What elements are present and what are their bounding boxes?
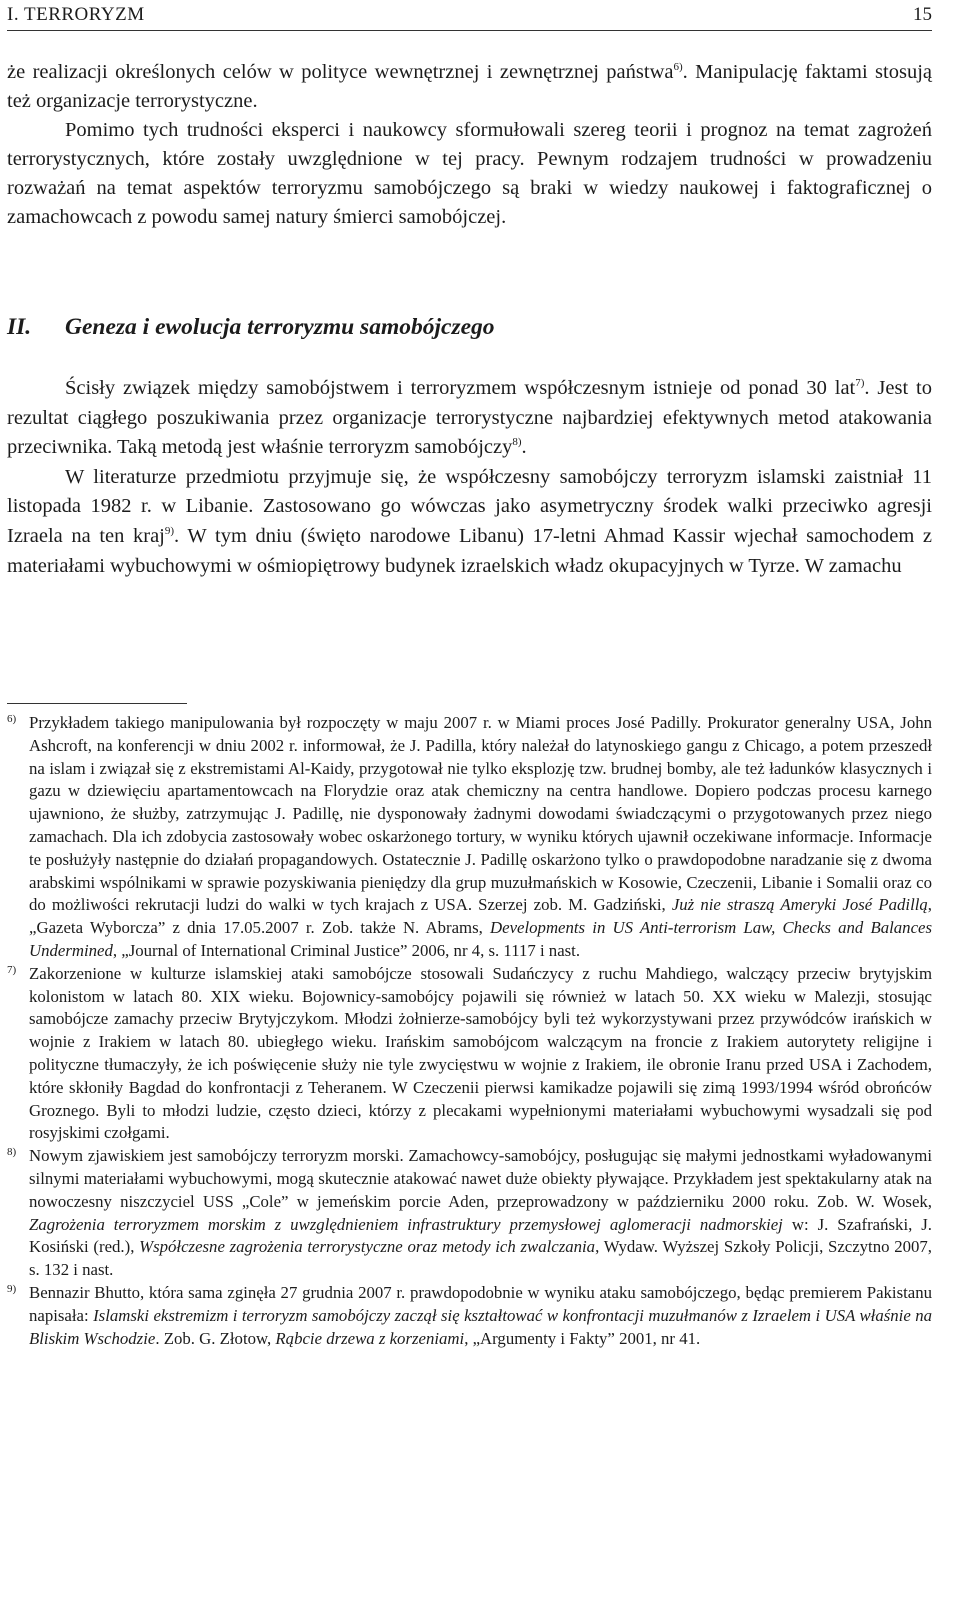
footnote-8: 8) Nowym zjawiskiem jest samobójczy terroryzm morski. Zamachowcy-samobójcy, posługując się małymi jednostkami wyładowanymi silnymi materiałami wybuchowymi, mogą skutecznie atakować nawet duże obiekty pływające. Przykładem jest spektakularny atak na nowoczesny niszczyciel USS „Cole” w jemeńskim porcie Aden, przeprowadzony w październiku 2000 roku. Zob. W. Wosek, Zagrożenia terroryzmem morskim z uwzględnieniem infrastruktury przemysłowej aglomeracji nadmorskiej w: J. Szafrański, J. Kosiński (red.), Współczesne zagrożenia terrorystyczne oraz metody ich zwalczania, Wydaw. Wyższej Szkoły Policji, Szczytno 2007, s. 132 i nast. — [7, 1146, 933, 1280]
footnote-mark: 7) — [7, 963, 17, 976]
footnote-mark: 9) — [7, 1282, 17, 1295]
footnote-9: 9) Bennazir Bhutto, która sama zginęła 27 grudnia 2007 r. prawdopodobnie w wyniku ataku samobójczego, będąc premierem Pakistanu napisała: Islamski ekstremizm i terroryzm samobójczy zaczął się kształtować w konfrontacji muzułmanów z Izraelem i USA właśnie na Bliskim Wschodzie. Zob. G. Złotow, Rąbcie drzewa z korzeniami, „Argumenty i Fakty” 2001, nr 41. — [7, 1282, 932, 1348]
page-number: 15 — [913, 4, 932, 25]
footnote-divider — [7, 703, 187, 704]
section-number: II. — [7, 314, 32, 340]
section-body — [7, 374, 932, 581]
footnote-ref[interactable]: 7) — [855, 377, 865, 390]
footnote-6: 6) Przykładem takiego manipulowania był rozpoczęty w maju 2007 r. w Miami proces José Padilly. Prokurator generalny USA, John Ashcroft, na konferencji w dniu 2002 r. informował, że J. Padilla, który należał do latynoskiego gangu z Chicago, a potem przeszedł na islam i związał się z ekstremistami Al-Kaidy, przygotował nie tylko eksplozję tzw. brudnej bomby, ale też ładunków klasycznych i gazu w dziewięciu apartamentowcach na Florydzie oraz atak chemiczny na centra handlowe. Dopiero podczas procesu karnego ujawniono, że służby, zatrzymując J. Padillę, nie dysponowały żadnymi dowodami świadczącymi o przygotowanych przez niego zamachach. Dla ich zdobycia zastosowały wobec oskarżonego tortury, w wyniku których ujawnił oczekiwane informacje. Informacje te posłużyły następnie do działań propagandowych. Ostatecznie J. Padillę oskarżono tylko o prawdopodobne naradzanie się z dwoma arabskimi wspólnikami w sprawie pozyskiwania pieniędzy dla grup muzułmańskich w Kosowie, Czeczenii, Libanie i Somalii oraz co do możliwości rekrutacji ludzi do walki w tych krajach z USA. Szerzej zob. M. Gadziński, Już nie straszą Ameryki José Padillą, „Gazeta Wyborcza” z dnia 17.05.2007 r. Zob. także N. Abrams, Developments in US Anti-terrorism Law, Checks and Balances Undermined, „Journal of International Criminal Justice” 2006, nr 4, s. 1117 i nast. — [7, 713, 933, 960]
footnote-mark: 6) — [7, 713, 17, 725]
intro-text — [7, 58, 932, 232]
footnote-ref[interactable]: 8) — [512, 436, 522, 449]
running-header — [7, 2, 932, 31]
footnotes — [7, 712, 932, 1350]
chapter-title: I. TERRORYZM — [7, 4, 145, 25]
section-heading — [7, 314, 495, 341]
footnote-ref[interactable]: 9) — [164, 525, 175, 538]
paragraph: Ścisły związek między samobójstwem i terroryzmem współczesnym istnieje od ponad 30 lat$^{7)}$. Jest to rezultat ciągłego poszukiwania przez organizacje terrorystyczne najbardziej efektywnych metod atakowania przeciwnika. Taką metodą jest właśnie terroryzm samobójczy$^{8)}$. — [7, 377, 932, 459]
footnote-7: 7) Zakorzenione w kulturze islamskiej ataki samobójcze stosowali Sudańczycy z ruchu Mahdiego, walczący przeciw brytyjskim kolonistom w latach 80. XIX wieku. Bojownicy-samobójcy pojawili się również w latach 50. XX wieku w Malezji, stosując samobójcze zamachy przeciw Brytyjczykom. Młodzi żołnierze-samobójcy byli też wykorzystywani przez przywódców irańskich w wojnie z Irakiem w latach 80. ubiegłego wieku. Irańskim samobójcom walczącym na froncie z Irakiem autorytety religijne i polityczne tłumaczyły, że ich poświęcenie służy nie tyle zwycięstwu w wojnie z Irakiem, ile obronie Iranu przed USA i Zachodem, które skłoniły Bagdad do konfrontacji z Teheranem. W Czeczenii pierwsi kamikadze pojawili się zimą 1993/1994 wśród obrońców Groznego. Byli to młodzi ludzie, często dzieci, którzy z plecakami wypełnionymi materiałami wybuchowymi wysadzali się pod rosyjskimi czołgami. — [7, 963, 932, 1143]
section-title: Geneza i ewolucja terroryzmu samobójczego — [65, 314, 495, 340]
paragraph: W literaturze przedmiotu przyjmuje się, że współczesny samobójczy terroryzm islamski zaistniał 11 listopada 1982 r. w Libanie. Zastosowano go wówczas jako asymetryczny środek walki przeciwko agresji Izraela na ten kraj$^{9)}$. W tym dniu (święto narodowe Libanu) 17-letni Ahmad Kassir wjechał samochodem z materiałami wybuchowymi w ośmiopiętrowy budynek izraelskich władz okupacyjnych w Tyrze. W zamachu — [7, 465, 932, 577]
footnote-mark: 8) — [7, 1146, 17, 1159]
paragraph: że realizacji określonych celów w polityce wewnętrznej i zewnętrznej państwa$^{6)}$. Manipulację faktami stosują też organizacje terrorystyczne. — [7, 61, 932, 112]
footnote-ref[interactable]: 6) — [673, 61, 683, 74]
paragraph: Pomimo tych trudności eksperci i naukowcy sformułowali szereg teorii i prognoz na temat zagrożeń terrorystycznych, które zostały uwzględnione w tej pracy. Pewnym rodzajem trudności w prowadzeniu rozważań na temat aspektów terroryzmu samobójczego są braki w wiedzy naukowej i faktograficznej o zamachowcach z powodu samej natury śmierci samobójczej. — [7, 119, 932, 228]
